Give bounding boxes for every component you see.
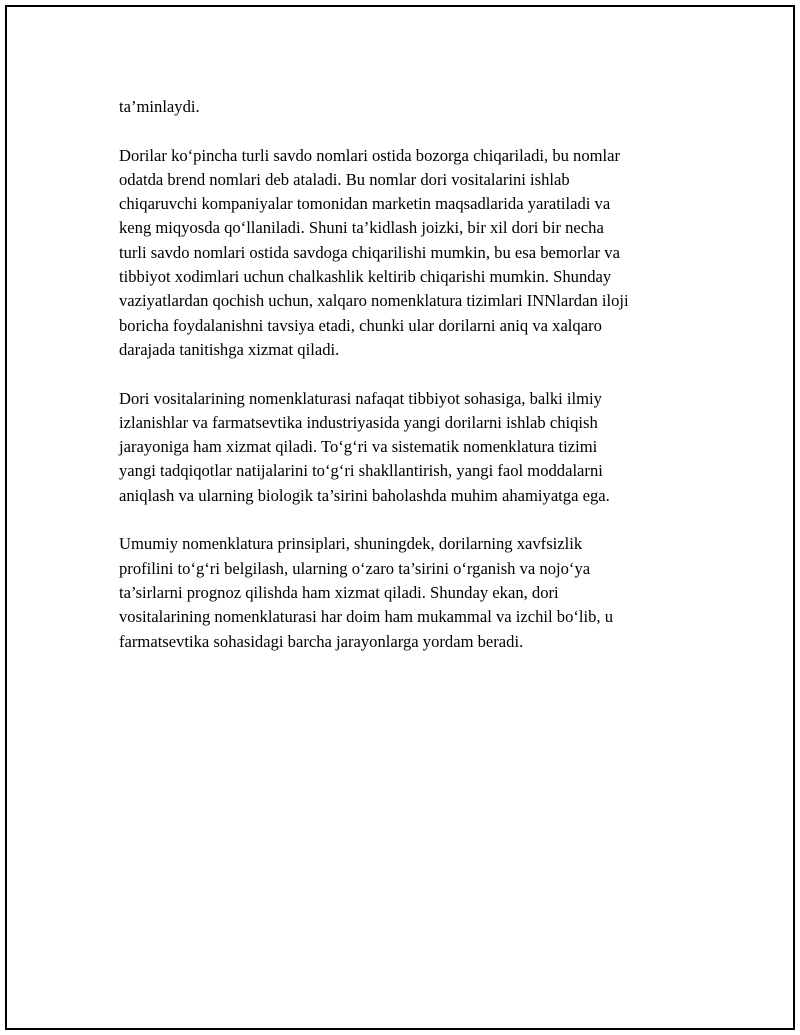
paragraph-3 bbox=[119, 387, 689, 508]
text-line: jarayoniga ham xizmat qiladi. To‘g‘ri va sistematik nomenklatura tizimi bbox=[119, 437, 598, 457]
text-line: keng miqyosda qo‘llaniladi. Shuni ta’kidlash joizki, bir xil dori bir necha bbox=[119, 218, 604, 238]
text-line: odatda brend nomlari deb ataladi. Bu nomlar dori vositalarini ishlab bbox=[119, 169, 570, 189]
document-page bbox=[5, 5, 795, 1030]
text-line: vaziyatlardan qochish uchun, xalqaro nomenklatura tizimlari INNlardan iloji bbox=[119, 291, 629, 311]
text-line: chiqaruvchi kompaniyalar tomonidan marketin maqsadlarida yaratiladi va bbox=[119, 194, 611, 214]
text-line: Dori vositalarining nomenklaturasi nafaqat tibbiyot sohasiga, balki ilmiy bbox=[119, 388, 602, 408]
paragraph-1 bbox=[119, 95, 689, 119]
text-line: izlanishlar va farmatsevtika industriyasida yangi dorilarni ishlab chiqish bbox=[119, 412, 598, 432]
text-line: darajada tanitishga xizmat qiladi. bbox=[119, 339, 340, 359]
text-line: turli savdo nomlari ostida savdoga chiqarilishi mumkin, bu esa bemorlar va bbox=[119, 242, 620, 262]
text-line: boricha foydalanishni tavsiya etadi, chunki ular dorilarni aniq va xalqaro bbox=[119, 315, 602, 335]
paragraph-4 bbox=[119, 532, 689, 653]
text-line: yangi tadqiqotlar natijalarini to‘g‘ri shakllantirish, yangi faol moddalarni bbox=[119, 461, 603, 481]
document-body bbox=[119, 95, 689, 678]
text-line: tibbiyot xodimlari uchun chalkashlik keltirib chiqarishi mumkin. Shunday bbox=[119, 267, 612, 287]
text-line: Dorilar ko‘pincha turli savdo nomlari ostida bozorga chiqariladi, bu nomlar bbox=[119, 145, 621, 165]
text-line: ta’sirlarni prognoz qilishda ham xizmat qiladi. Shunday ekan, dori bbox=[119, 582, 559, 602]
paragraph-2 bbox=[119, 144, 689, 363]
text-line: aniqlash va ularning biologik ta’sirini baholashda muhim ahamiyatga ega. bbox=[119, 485, 610, 505]
text-line: profilini to‘g‘ri belgilash, ularning o‘zaro ta’sirini o‘rganish va nojo‘ya bbox=[119, 558, 591, 578]
text-line: farmatsevtika sohasidagi barcha jarayonlarga yordam beradi. bbox=[119, 631, 524, 651]
text-line: vositalarining nomenklaturasi har doim ham mukammal va izchil bo‘lib, u bbox=[119, 607, 614, 627]
text-line: ta’minlaydi. bbox=[119, 97, 200, 116]
text-line: Umumiy nomenklatura prinsiplari, shuningdek, dorilarning xavfsizlik bbox=[119, 534, 583, 554]
